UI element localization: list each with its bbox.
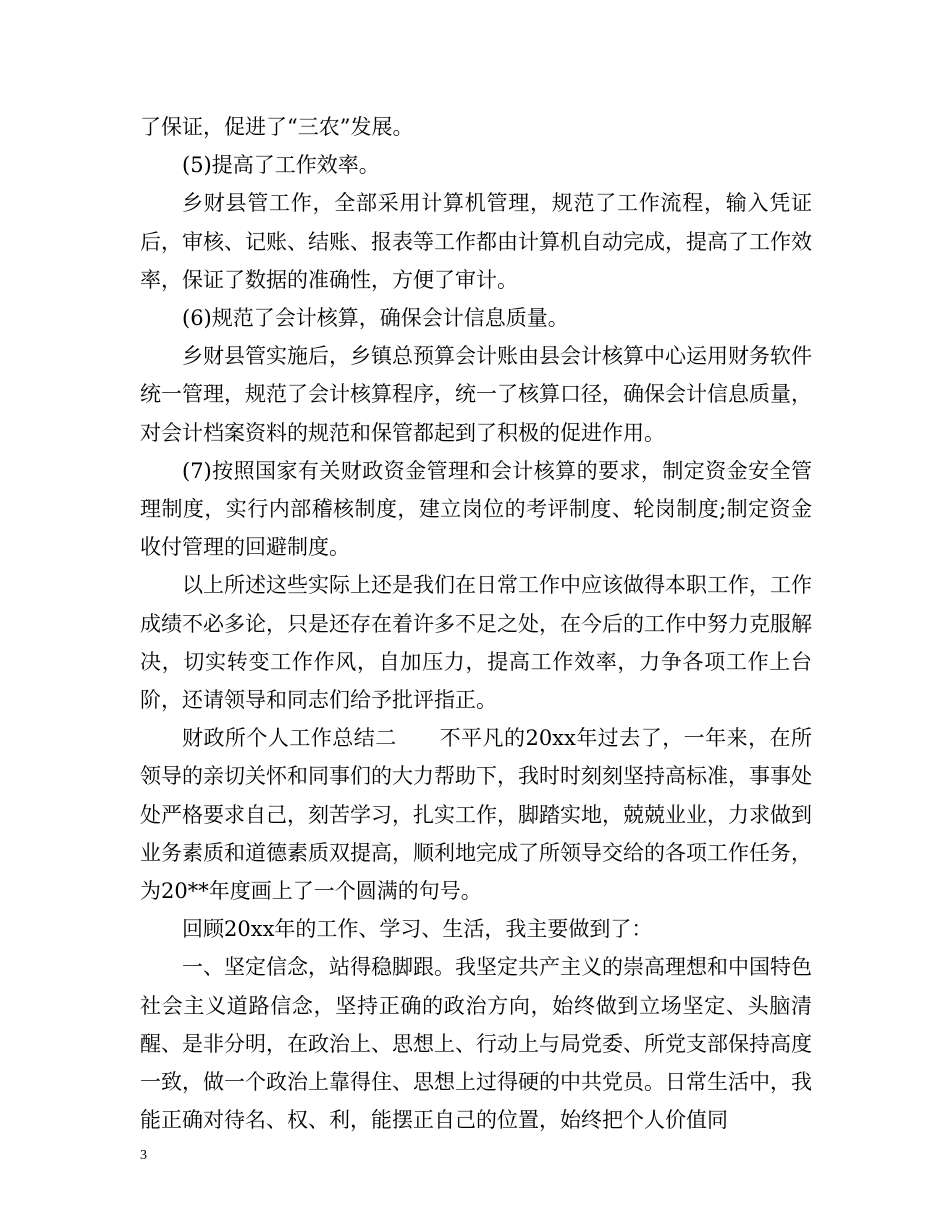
paragraph: 了保证，促进了“三农”发展。	[140, 115, 414, 139]
paragraph: 一、坚定信念，站得稳脚跟。我坚定共产主义的崇高理想和中国特色社会主义道路信念，坚持正确的政治方向，始终做到立场坚定、头脑清醒、是非分明，在政治上、思想上、行动上与局党委、所党支部保持高度一致，做一个政治上靠得住、思想上过得硬的中共党员。日常生活中，我能正确对待名、权、利，能摆正自己的位置，始终把个人价值同	[140, 955, 812, 1133]
page-number: 3	[140, 1148, 147, 1163]
paragraph: 财政所个人工作总结二 不平凡的20xx年过去了，一年来，在所领导的亲切关怀和同事们的大力帮助下，我时时刻刻坚持高标准，事事处处严格要求自己，刻苦学习，扎实工作，脚踏实地，兢兢业业，力求做到业务素质和道德素质双提高，顺利地完成了所领导交给的各项工作任务，为20**年度画上了一个圆满的句号。	[140, 726, 812, 904]
paragraph: 乡财县管工作，全部采用计算机管理，规范了工作流程，输入凭证后，审核、记账、结账、报表等工作都由计算机自动完成，提高了工作效率，保证了数据的准确性，方便了审计。	[140, 191, 812, 292]
paragraph: 乡财县管实施后，乡镇总预算会计账由县会计核算中心运用财务软件统一管理，规范了会计核算程序，统一了核算口径，确保会计信息质量，对会计档案资料的规范和保管都起到了积极的促进作用。	[140, 344, 812, 445]
paragraph: 以上所述这些实际上还是我们在日常工作中应该做得本职工作，工作成绩不必多论，只是还存在着许多不足之处，在今后的工作中努力克服解决，切实转变工作作风，自加压力，提高工作效率，力争各项工作上台阶，还请领导和同志们给予批评指正。	[140, 573, 812, 713]
paragraph: (6)规范了会计核算，确保会计信息质量。	[182, 306, 569, 331]
paragraph: 回顾20xx年的工作、学习、生活，我主要做到了：	[182, 917, 653, 942]
document-body	[140, 108, 812, 1139]
paragraph: (5)提高了工作效率。	[182, 153, 380, 178]
paragraph: (7)按照国家有关财政资金管理和会计核算的要求，制定资金安全管理制度，实行内部稽核制度，建立岗位的考评制度、轮岗制度;制定资金收付管理的回避制度。	[140, 458, 812, 560]
